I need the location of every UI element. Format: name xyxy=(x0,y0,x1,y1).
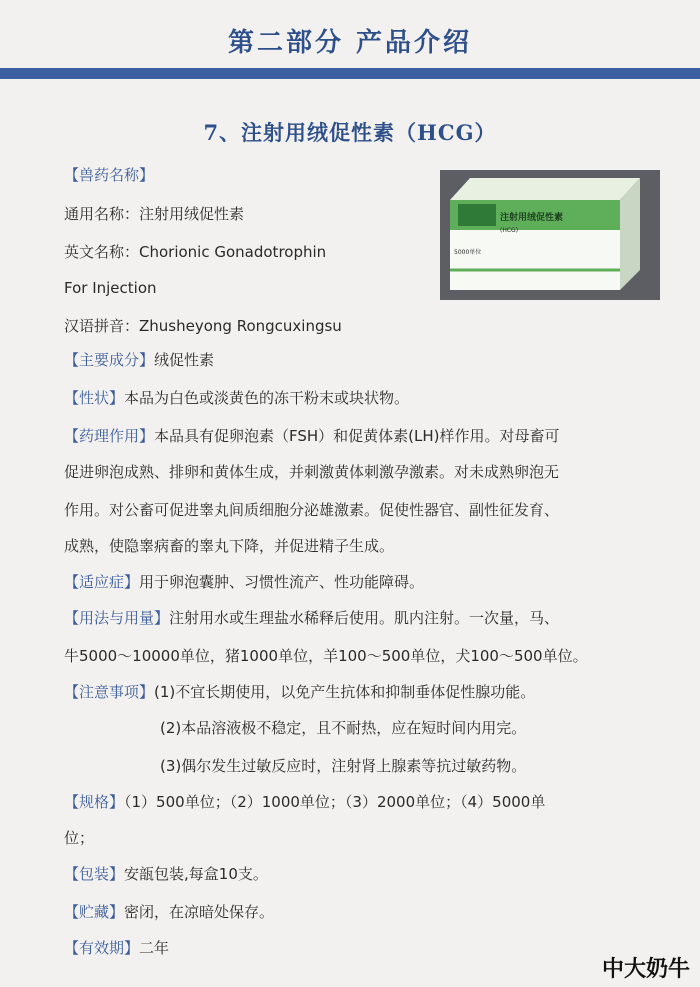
line-english-name-cont: For Injection xyxy=(64,279,157,297)
line-precautions: 【注意事项】(1)不宜长期使用，以免产生抗体和抑制垂体促性腺功能。 xyxy=(64,683,536,701)
line-pharmacology-2: 促进卵泡成熟、排卵和黄体生成，并刺激黄体刺激孕激素。对未成熟卵泡无 xyxy=(64,463,560,481)
line-pinyin: 汉语拼音：Zhusheyong Rongcuxingsu xyxy=(64,317,342,335)
box-units: 5000单位 xyxy=(454,249,482,256)
line-pharmacology: 【药理作用】本品具有促卵泡素（FSH）和促黄体素(LH)样作用。对母畜可 xyxy=(64,427,560,445)
watermark: 中大奶牛 xyxy=(601,957,690,982)
page-header xyxy=(0,0,700,80)
line-dosage-2: 牛5000～10000单位，猪1000单位，羊100～500单位，犬100～500单位。 xyxy=(64,647,588,665)
line-storage: 【贮藏】密闭，在凉暗处保存。 xyxy=(64,903,275,921)
line-vet-drug-name: 【兽药名称】 xyxy=(64,166,155,184)
line-english-name: 英文名称：Chorionic Gonadotrophin xyxy=(64,243,327,261)
box-product-abbr: (HCG) xyxy=(500,227,519,234)
line-generic-name: 通用名称：注射用绒促性素 xyxy=(64,205,245,223)
line-packaging: 【包装】安瓿包装,每盒10支。 xyxy=(64,865,268,883)
line-precautions-3: (3)偶尔发生过敏反应时，注射肾上腺素等抗过敏药物。 xyxy=(160,757,527,775)
line-dosage: 【用法与用量】注射用水或生理盐水稀释后使用。肌内注射。一次量，马、 xyxy=(64,609,560,627)
line-precautions-2: (2)本品溶液极不稳定，且不耐热，应在短时间内用完。 xyxy=(160,719,527,737)
section-title: 7、注射用绒促性素（HCG） xyxy=(203,120,497,145)
product-box-image xyxy=(440,170,660,300)
box-top xyxy=(450,178,640,200)
line-pharmacology-3: 作用。对公畜可促进睾丸间质细胞分泌雄激素。促使性器官、副性征发育、 xyxy=(64,501,560,519)
line-main-ingredient: 【主要成分】绒促性素 xyxy=(64,351,215,369)
line-shelf-life: 【有效期】二年 xyxy=(64,939,170,957)
header-bar xyxy=(0,68,700,79)
line-specifications-2: 位； xyxy=(64,829,95,847)
box-product-name: 注射用绒促性素 xyxy=(500,213,564,223)
line-pharmacology-4: 成熟，使隐睾病畜的睾丸下降，并促进精子生成。 xyxy=(64,537,395,555)
line-specifications: 【规格】（1）500单位；（2）1000单位；（3）2000单位；（4）5000单 xyxy=(64,793,546,811)
box-logo-area xyxy=(458,204,496,226)
page-header-title: 第二部分 产品介绍 xyxy=(227,28,473,58)
line-indications: 【适应症】用于卵泡囊肿、习惯性流产、性功能障碍。 xyxy=(64,573,425,591)
line-appearance: 【性状】本品为白色或淡黄色的冻干粉末或块状物。 xyxy=(64,389,410,407)
